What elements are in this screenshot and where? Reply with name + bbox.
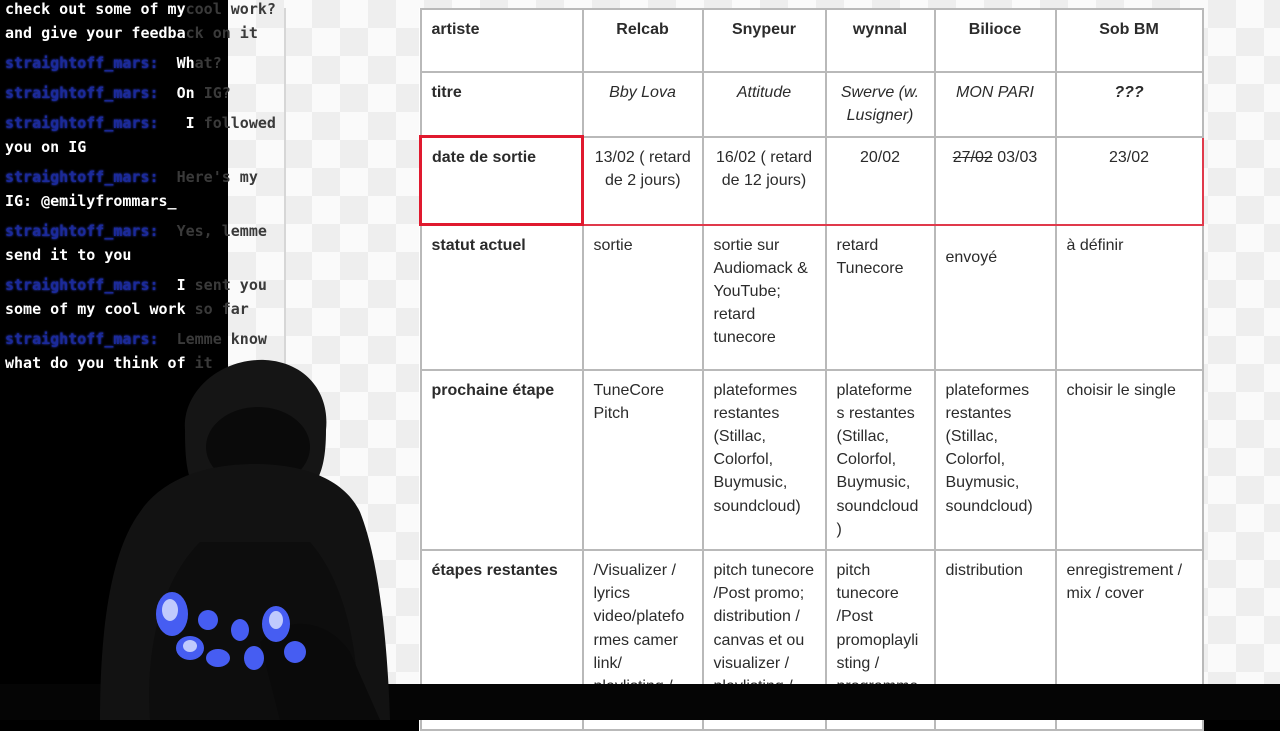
chat-message-text: and give your feedba [5, 24, 186, 42]
chat-message-faded: Here's my [176, 168, 258, 186]
cell-titre-snypeur[interactable]: Attitude [703, 72, 826, 137]
chat-line [5, 138, 86, 156]
chat-line [5, 84, 231, 102]
chat-message-text: I [176, 276, 186, 294]
cell-statut-snypeur[interactable]: sortie sur Audiomack & YouTube; retard tunecore [703, 225, 826, 370]
cell-date-wynnal[interactable]: 20/02 [826, 137, 935, 225]
chat-username: straightoff_mars: [5, 84, 159, 102]
cell-statut-wynnal[interactable]: retard Tunecore [826, 225, 935, 370]
cell-statut-bilioce[interactable]: envoyé [935, 225, 1056, 370]
date-row [421, 137, 1203, 225]
cell-statut-sob-bm[interactable]: à définir [1056, 225, 1203, 370]
chat-message-faded: Yes, lemme [176, 222, 267, 240]
cell-prochaine-relcab[interactable]: TuneCore Pitch [583, 370, 703, 550]
chat-username: straightoff_mars: [5, 222, 159, 240]
chat-message-faded: followed [203, 114, 276, 132]
row-label-titre[interactable]: titre [421, 72, 583, 137]
chat-message-faded: cool work? [185, 0, 276, 18]
chat-message-faded: IG? [203, 84, 231, 102]
chat-message-text: check out some of my [5, 0, 186, 18]
cell-etapes-sob-bm[interactable]: enregistrement / mix / cover [1056, 550, 1203, 730]
chat-line [5, 192, 177, 210]
chat-message-faded: so far [194, 300, 249, 318]
chat-username: straightoff_mars: [5, 168, 159, 186]
chat-message-faded: Lemme know [176, 330, 267, 348]
row-label-etapes[interactable]: étapes restantes [421, 550, 583, 730]
header-bilioce[interactable]: Bilioce [935, 9, 1056, 72]
cell-etapes-wynnal[interactable]: pitch tunecore /Post promoplayli sting / [826, 550, 935, 730]
header-artiste[interactable]: artiste [421, 9, 583, 72]
chat-message-faded: at? [194, 54, 222, 72]
header-snypeur[interactable]: Snypeur [703, 9, 826, 72]
chat-line [5, 222, 267, 240]
chat-message-text: what do you think of [5, 354, 186, 372]
row-label-date-selected[interactable]: date de sortie [421, 137, 583, 225]
chat-username: straightoff_mars: [5, 330, 159, 348]
chat-line [5, 330, 267, 348]
chat-message-faded: ck on it [185, 24, 258, 42]
cell-etapes-snypeur[interactable]: pitch tunecore /Post promo; distribution / canvas et ou visualizer / [703, 550, 826, 730]
chat-username: straightoff_mars: [5, 54, 159, 72]
old-date: 27/02 [952, 148, 993, 166]
chat-message-faded: it [185, 354, 213, 372]
chat-message-text: Wh [176, 54, 195, 72]
header-row [421, 9, 1203, 72]
header-wynnal[interactable]: wynnal [826, 9, 935, 72]
cell-prochaine-bilioce[interactable]: plateformes restantes (Stillac, Colorfol, Buymusic, soundcloud) [935, 370, 1056, 550]
chat-line [5, 276, 267, 294]
cell-titre-bilioce[interactable]: MON PARI [935, 72, 1056, 137]
webcam-figure [90, 352, 390, 720]
cell-prochaine-wynnal[interactable]: plateforme s restantes (Stillac, Colorfol, Buymusic, soundcloud ) [826, 370, 935, 550]
cell-date-relcab[interactable]: 13/02 ( retard de 2 jours) [583, 137, 703, 225]
chat-username: straightoff_mars: [5, 276, 159, 294]
row-label-prochaine[interactable]: prochaine étape [421, 370, 583, 550]
chat-line [5, 54, 222, 72]
chat-message-text: On [176, 84, 195, 102]
chat-line [5, 246, 131, 264]
prochaine-row [421, 370, 1203, 550]
chat-line [5, 168, 258, 186]
header-sob-bm[interactable]: Sob BM [1056, 9, 1203, 72]
header-relcab[interactable]: Relcab [583, 9, 703, 72]
row-label-statut[interactable]: statut actuel [421, 225, 583, 370]
chat-line [5, 114, 276, 132]
chat-line [5, 24, 258, 42]
cell-date-sob-bm[interactable]: 23/02 [1056, 137, 1203, 225]
cell-date-bilioce[interactable] [935, 137, 1056, 225]
cell-etapes-bilioce[interactable]: distribution [935, 550, 1056, 730]
chat-username: straightoff_mars: [5, 114, 159, 132]
cell-prochaine-snypeur[interactable]: plateformes restantes (Stillac, Colorfol, Buymusic, soundcloud) [703, 370, 826, 550]
new-date: 03/03 [997, 148, 1038, 166]
cell-date-snypeur[interactable]: 16/02 ( retard de 12 jours) [703, 137, 826, 225]
statut-row [421, 225, 1203, 370]
cell-titre-relcab[interactable]: Bby Lova [583, 72, 703, 137]
cell-statut-relcab[interactable]: sortie [583, 225, 703, 370]
cell-prochaine-sob-bm[interactable]: choisir le single [1056, 370, 1203, 550]
chat-message-text: I [185, 114, 195, 132]
cell-titre-sob-bm[interactable]: ??? [1056, 72, 1203, 137]
chat-line [5, 0, 276, 18]
chat-overlay [0, 0, 350, 380]
titre-row [421, 72, 1203, 137]
chat-message-text: you on IG [5, 138, 87, 156]
chat-message-text: IG: @emilyfrommars_ [5, 192, 177, 210]
chat-line [5, 300, 249, 318]
cell-etapes-relcab[interactable]: /Visualizer / lyrics video/platefo rmes camer link/ [583, 550, 703, 730]
chat-message-text: send it to you [5, 246, 132, 264]
chat-message-faded: sent you [194, 276, 267, 294]
release-tracker-table [419, 8, 1204, 731]
cell-titre-wynnal[interactable]: Swerve (w. Lusigner) [826, 72, 935, 137]
chat-message-text: some of my cool work [5, 300, 186, 318]
